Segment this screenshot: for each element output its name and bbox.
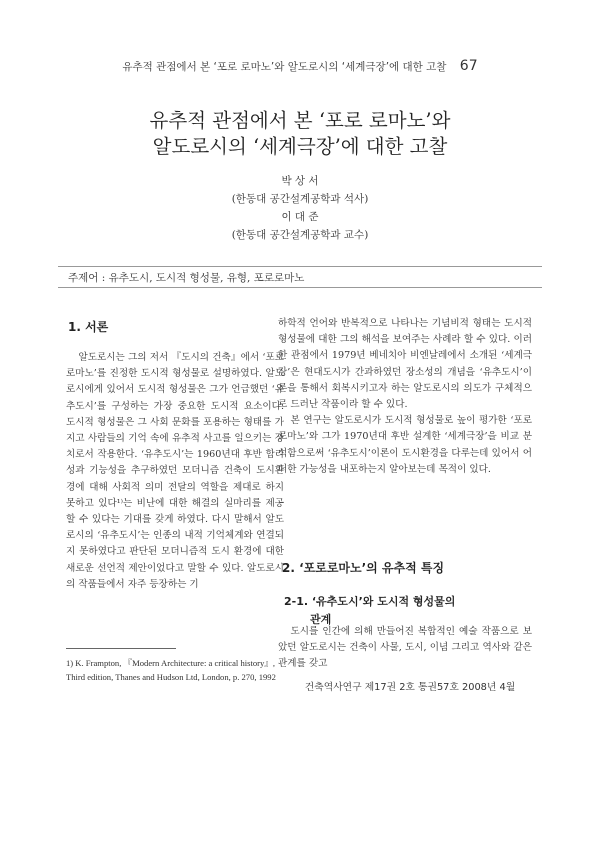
right-column-top xyxy=(278,316,532,478)
subsection-2-1-heading xyxy=(284,593,455,627)
keywords: 주제어 : 유추도시, 도시적 형성물, 유형, 포로로마노 xyxy=(58,266,542,288)
running-head xyxy=(0,58,600,74)
author-name-2: 이 대 준 xyxy=(281,211,319,223)
intro-paragraph: 알도로시는 그의 저서 『도시의 건축』에서 ‘포로 로마노’를 진정한 도시적 형성물로 설명하였다. 알도로시에게 있어서 도시적 형성물은 그가 언급했던 ‘유추도시’를 구성하는 가장 중요한 도시적 요소이다. 도시적 형성물은 그 사회 문화를 포용하는 형태를 가지고 사람들의 기억 속에 유추적 사고를 일으키는 장치로서 작용한다. ‘유추도시’는 1960년대 후반 합리성과 기능성을 추구하였던 모더니즘 건축이 도시환경에 대해 사회적 의미 전달의 역할을 제대로 하지 못하고 있다¹⁾는 비난에 대한 해결의 실마리를 제공할 수 있다는 기대를 갖게 하였다. 다시 말해서 알도로시의 ‘유추도시’는 인종의 내적 기억체계와 연결되지 못하였다고 판단된 모더니즘적 도시 환경에 대한 새로운 선언적 제안이었다고 말할 수 있다. 알도로시의 작품들에서 자주 등장하는 기 xyxy=(66,352,284,590)
footnote-divider xyxy=(66,648,176,649)
subsection-heading-line-1: 2-1. ‘유추도시’와 도시적 형성물의 xyxy=(284,595,456,608)
right-paragraph-2: 본 연구는 알도로시가 도시적 형성물로 높이 평가한 ‘포로 로마노’와 그가 1970년대 후반 설계한 ‘세계극장’을 비교 분석함으로써 ‘유추도시’이론이 도시환경을 다루는데 있어서 어떠한 가능성을 내포하는지 알아보는데 목적이 있다. xyxy=(278,415,532,475)
left-column-body xyxy=(66,350,284,593)
title-line-2: 알도로시의 ‘세계극장’에 대한 고찰 xyxy=(152,135,448,158)
running-head-title: 유추적 관점에서 본 ‘포로 로마노’와 알도로시의 ‘세계극장’에 대한 고찰 xyxy=(122,61,447,73)
right-paragraph-3: 도시를 인간에 의해 만들어진 복합적인 예술 작품으로 보았던 알도로시는 건축이 사물, 도시, 이념 그리고 역사와 같은 관계를 갖고 xyxy=(278,626,532,670)
paper-title xyxy=(0,108,600,160)
title-line-1: 유추적 관점에서 본 ‘포로 로마노’와 xyxy=(149,109,451,132)
subsection-heading-line-2: 관계 xyxy=(310,613,332,626)
author-affiliation-2: (한동대 공간설계공학과 교수) xyxy=(231,229,369,241)
journal-info: 건축역사연구 제17권 2호 통권57호 2008년 4월 xyxy=(304,682,516,693)
section-1-heading: 1. 서론 xyxy=(68,320,109,334)
author-name-1: 박 상 서 xyxy=(281,175,319,187)
page-number: 67 xyxy=(459,58,478,74)
author-affiliation-1: (한동대 공간설계공학과 석사) xyxy=(231,193,369,205)
section-2-heading: 2. ‘포로로마노’의 유추적 특징 xyxy=(282,561,445,575)
right-paragraph-1: 하학적 언어와 반복적으로 나타나는 기념비적 형태는 도시적 형성물에 대한 그의 해석을 보여주는 사례라 할 수 있다. 이러한 관점에서 1979년 베네치아 비엔날레에서 소개된 ‘세계극장’은 현대도시가 간과하였던 장소성의 개념을 ‘유추도시’이론을 통해서 회복시키고자 하는 알도로시의 의도가 구체적으로 드러난 작품이라 할 수 있다. xyxy=(278,318,532,411)
right-column-bottom xyxy=(278,624,532,673)
footnote: 1) K. Frampton, 『Modern Architecture: a critical history』, Third edition, Thanes and Hudson Ltd, London, p. 270, 1992 xyxy=(66,658,276,682)
